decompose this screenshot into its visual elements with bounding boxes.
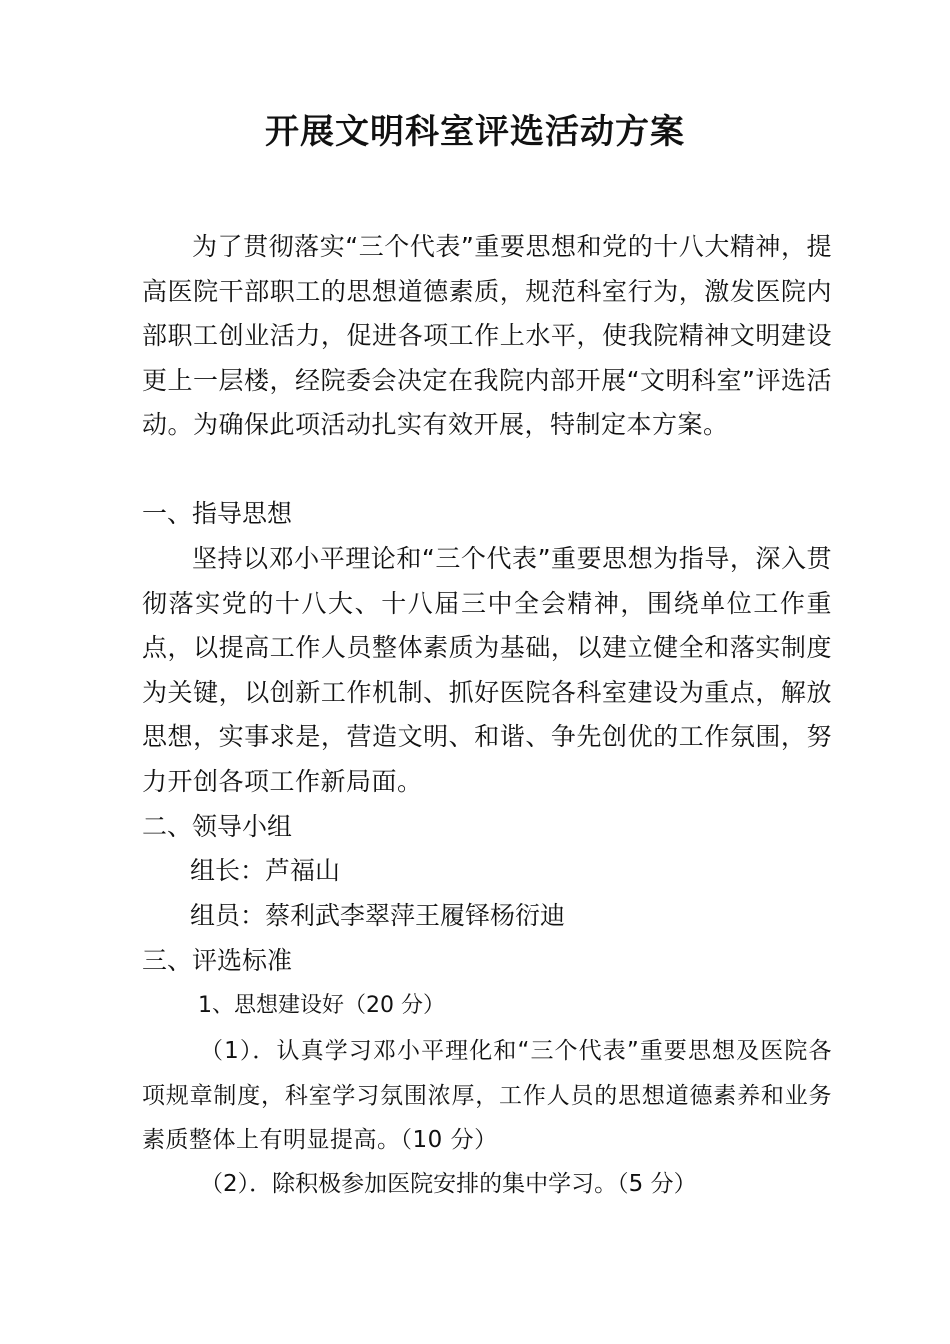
section-heading-leadership-group: 二、领导小组 [142, 812, 293, 841]
guiding-thought-paragraph: 坚持以邓小平理论和“三个代表”重要思想为指导，深入贯彻落实党的十八大、十八届三中全会精神，围绕单位工作重点，以提高工作人员整体素质为基础，以建立健全和落实制度为关键，以创新工作机制、抓好医院各科室建设为重点，解放思想，实事求是，营造文明、和谐、争先创优的工作氛围，努力开创各项工作新局面。 [142, 544, 832, 796]
criteria-item-1-2: （2）．除积极参加医院安排的集中学习。（5 分） [200, 1171, 697, 1197]
criteria-item-1: 1、思想建设好（20 分） [198, 993, 445, 1018]
section-heading-guiding-thought: 一、指导思想 [142, 499, 293, 528]
group-leader-line: 组长：芦福山 [190, 856, 341, 885]
criteria-item-1-1: （1）．认真学习邓小平理化和“三个代表”重要思想及医院各项规章制度，科室学习氛围浓厚，工作人员的思想道德素养和业务素质整体上有明显提高。（10 分） [142, 1038, 832, 1153]
section-heading-criteria: 三、评选标准 [142, 946, 293, 975]
group-members-line: 组员：蔡利武李翠萍王履铎杨衍迪 [190, 901, 566, 930]
document-title: 开展文明科室评选活动方案 [265, 112, 685, 152]
intro-paragraph: 为了贯彻落实“三个代表”重要思想和党的十八大精神，提高医院干部职工的思想道德素质，规范科室行为，激发医院内部职工创业活力，促进各项工作上水平，使我院精神文明建设更上一层楼，经院委会决定在我院内部开展“文明科室”评选活动。为确保此项活动扎实有效开展，特制定本方案。 [142, 232, 832, 439]
